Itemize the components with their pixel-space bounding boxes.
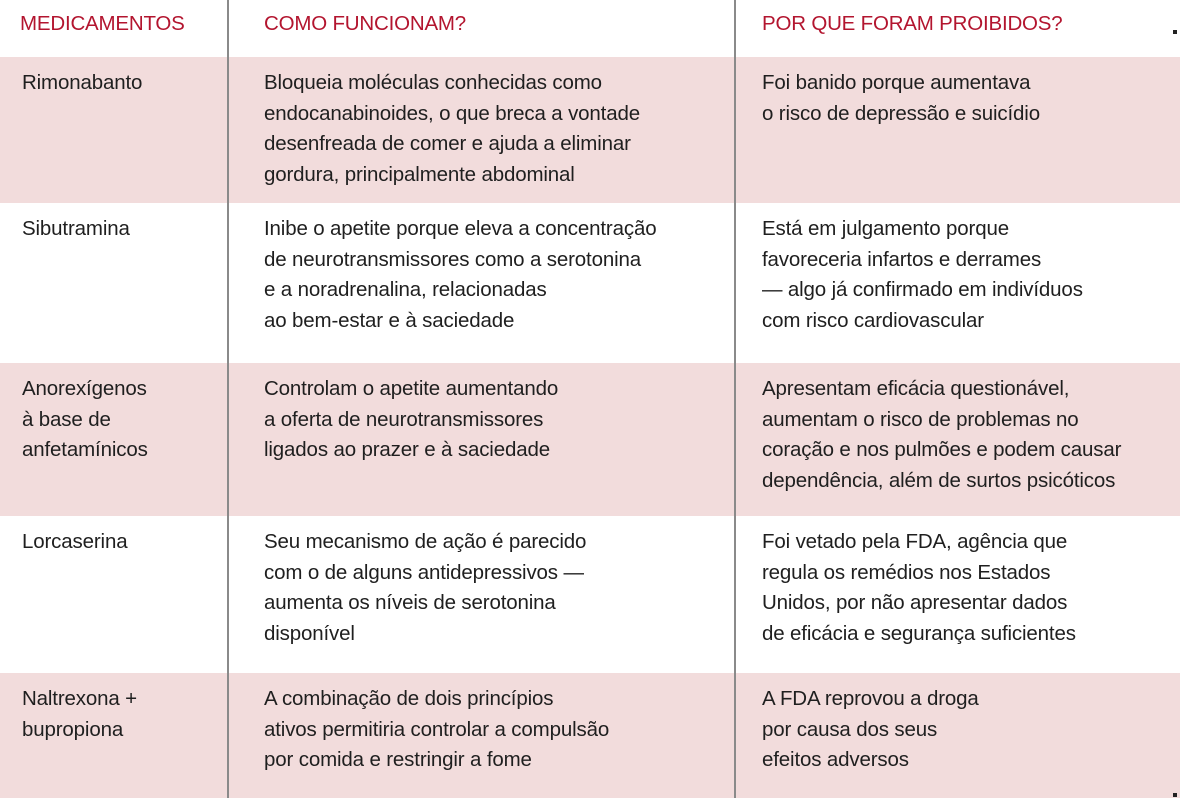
- why-banned: Foi banido porque aumentava o risco de depressão e suicídio: [762, 71, 1040, 125]
- why-banned: Foi vetado pela FDA, agência que regula os remédios nos Estados Unidos, por não apresentar dados de eficácia e segurança suficientes: [762, 530, 1076, 646]
- edge-mark: [1173, 30, 1177, 34]
- medication-name: Sibutramina: [22, 217, 130, 240]
- header-medicamentos: MEDICAMENTOS: [20, 12, 185, 35]
- why-banned: Apresentam eficácia questionável, aumentam o risco de problemas no coração e nos pulmões e podem causar dependência, além de surtos psicóticos: [762, 377, 1122, 493]
- header-como-funcionam: COMO FUNCIONAM?: [264, 12, 467, 35]
- column-divider: [734, 0, 736, 798]
- how-it-works: A combinação de dois princípios ativos permitiria controlar a compulsão por comida e restringir a fome: [264, 687, 610, 772]
- how-it-works: Controlam o apetite aumentando a oferta de neurotransmissores ligados ao prazer e à saciedade: [264, 377, 559, 462]
- how-it-works: Inibe o apetite porque eleva a concentração de neurotransmissores como a serotonina e a noradrenalina, relacionadas ao bem-estar e à saciedade: [264, 217, 657, 333]
- table-row: [0, 363, 1180, 516]
- table-row: [0, 203, 1180, 363]
- table-row: [0, 673, 1180, 798]
- how-it-works: Seu mecanismo de ação é parecido com o de alguns antidepressivos — aumenta os níveis de serotonina disponível: [264, 530, 587, 646]
- column-divider: [227, 0, 229, 798]
- medication-name: Anorexígenos à base de anfetamínicos: [22, 377, 148, 462]
- medication-name: Rimonabanto: [22, 71, 143, 94]
- medication-name: Lorcaserina: [22, 530, 128, 553]
- header-por-que-proibidos: POR QUE FORAM PROIBIDOS?: [762, 12, 1063, 35]
- table-header: [0, 0, 1180, 57]
- table-row: [0, 57, 1180, 203]
- edge-mark: [1173, 793, 1177, 797]
- table-row: [0, 516, 1180, 673]
- why-banned: A FDA reprovou a droga por causa dos seus efeitos adversos: [762, 687, 979, 772]
- medication-name: Naltrexona + bupropiona: [22, 687, 138, 741]
- how-it-works: Bloqueia moléculas conhecidas como endocanabinoides, o que breca a vontade desenfreada de comer e ajuda a eliminar gordura, principalmente abdominal: [264, 71, 640, 187]
- why-banned: Está em julgamento porque favoreceria infartos e derrames — algo já confirmado em indivíduos com risco cardiovascular: [762, 217, 1083, 333]
